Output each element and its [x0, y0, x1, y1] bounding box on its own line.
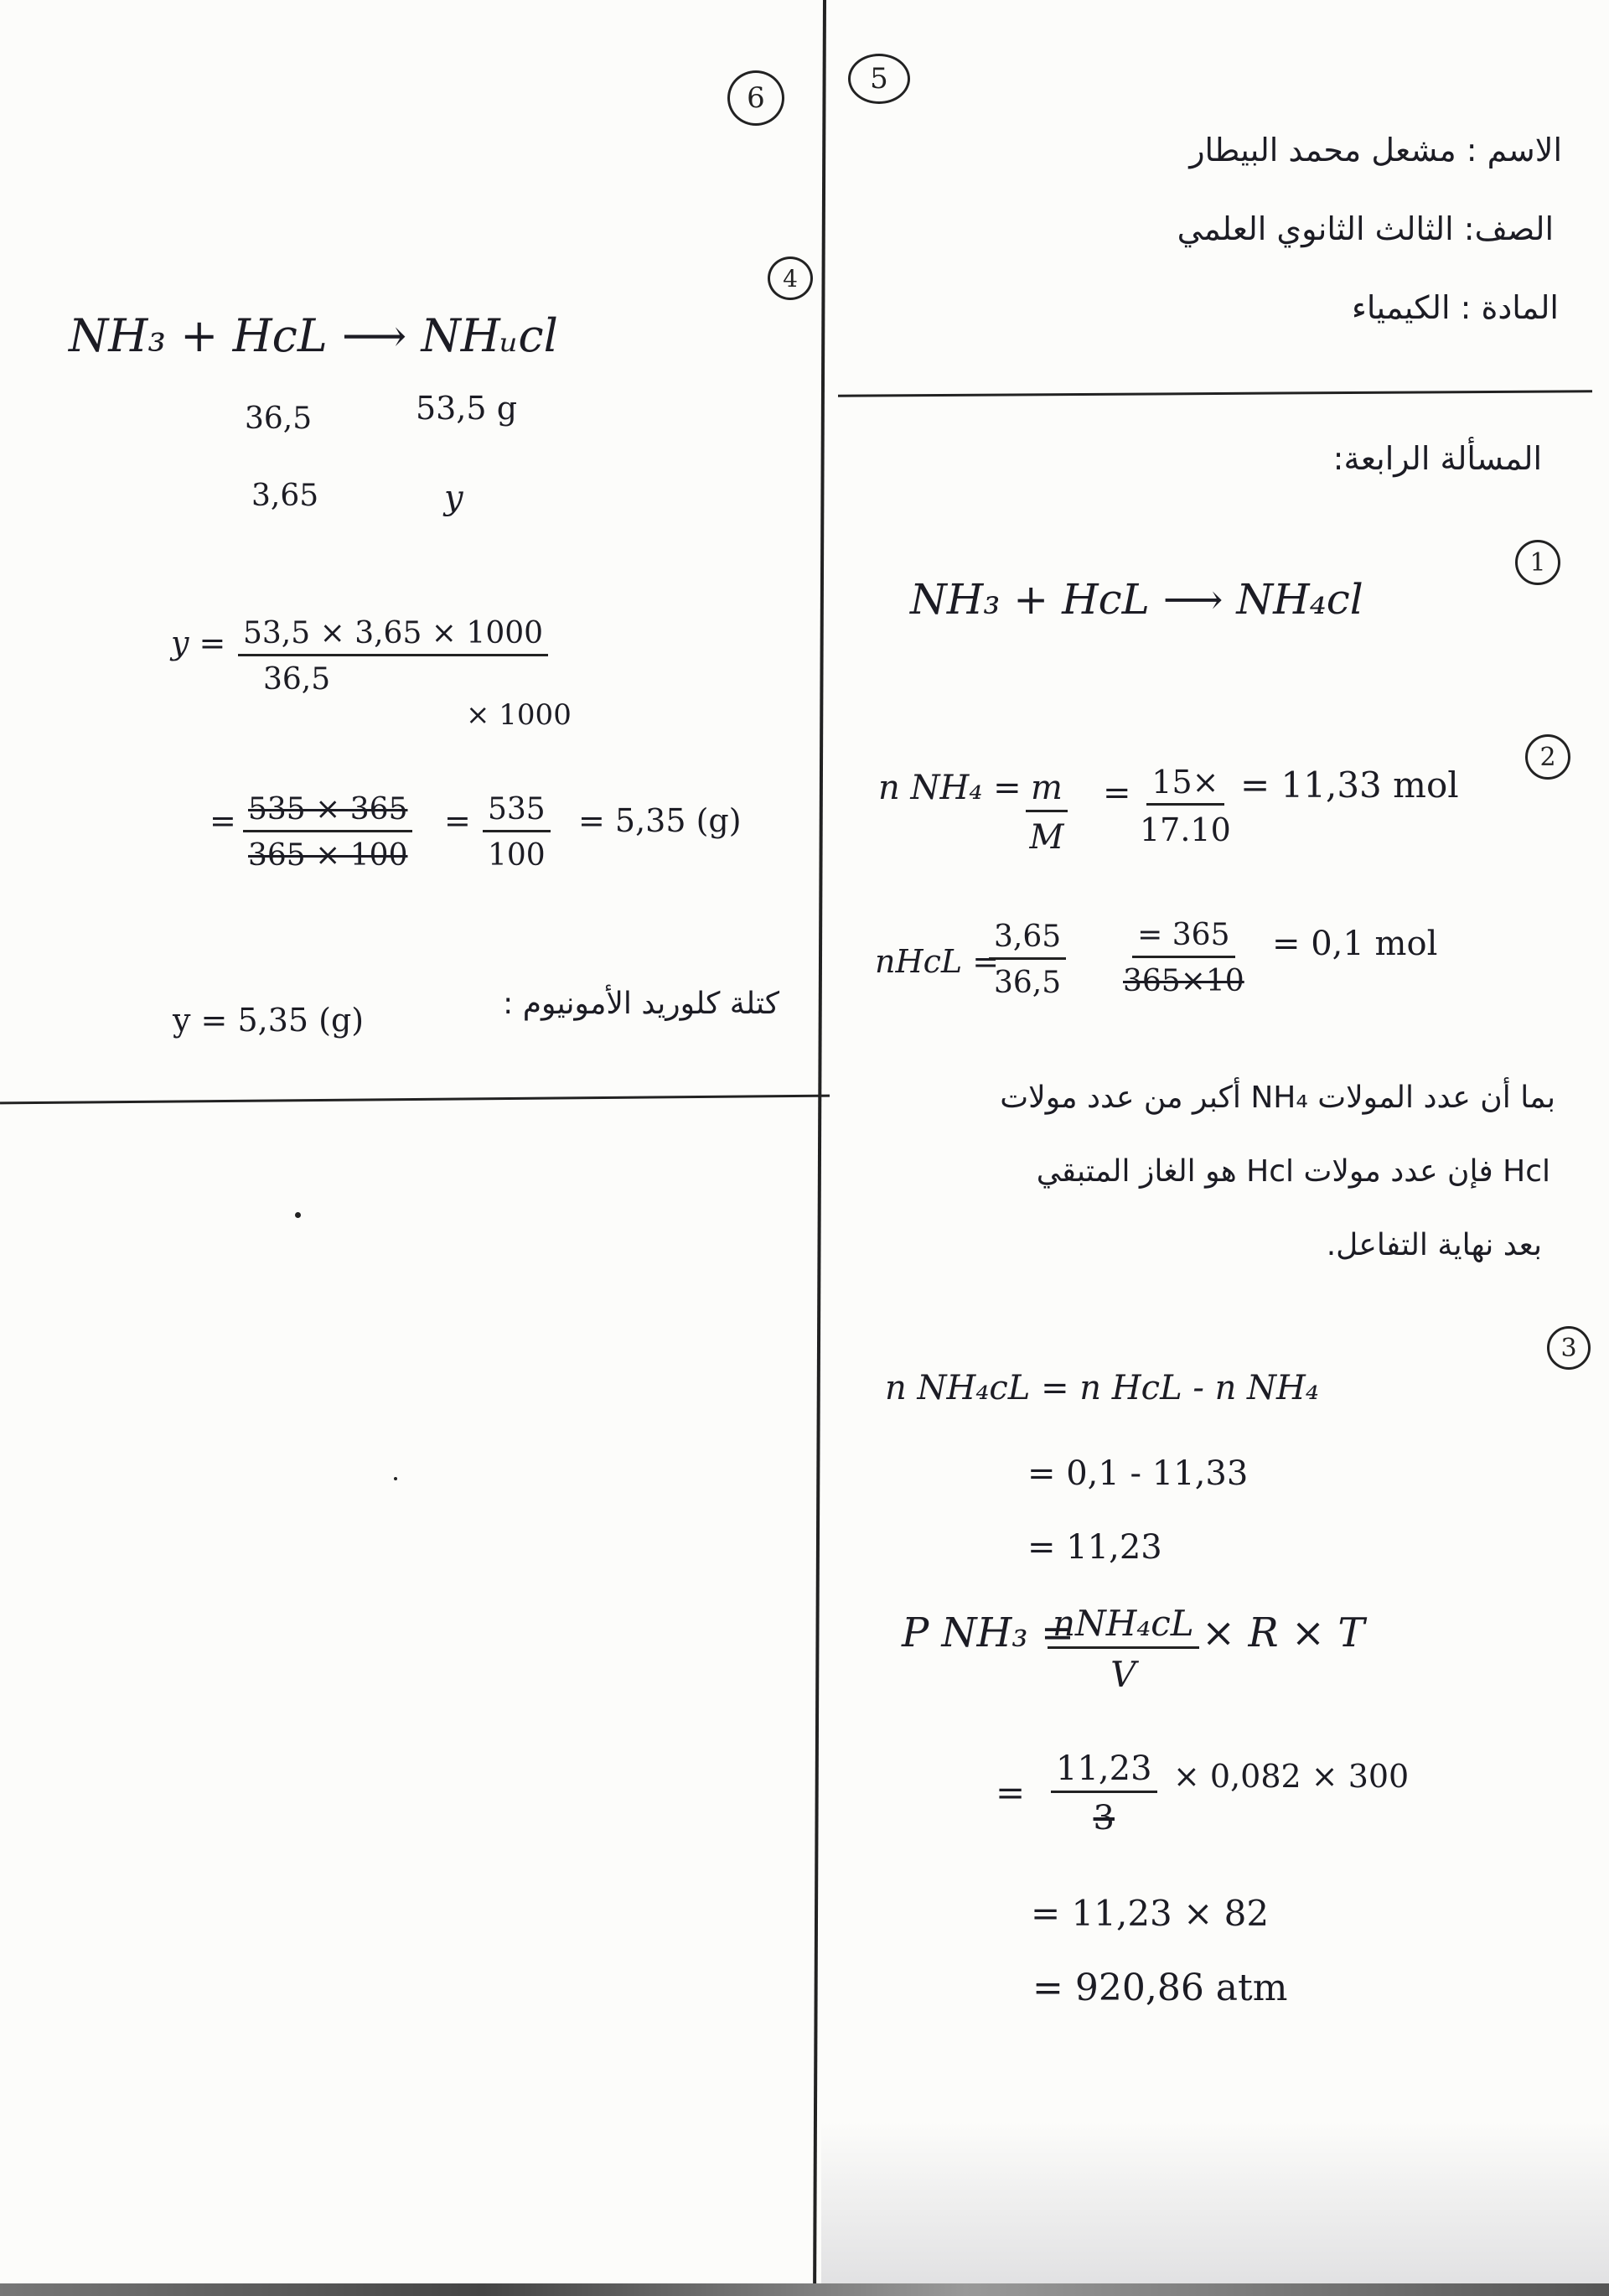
- q3-substitution-equals: =: [996, 1772, 1026, 1813]
- q4-marker: 4: [768, 257, 813, 300]
- page-number-left: 6: [727, 70, 784, 126]
- frac-denominator: V: [1110, 1654, 1136, 1695]
- q2-marker: 2: [1525, 734, 1570, 780]
- q2-n-nh4-lhs: n NH₄ =: [878, 769, 1022, 807]
- q2-fraction-hcl: [989, 922, 1066, 998]
- reason-line-2: Hcl فإن عدد مولات Hcl هو الغاز المتبقي: [1036, 1154, 1550, 1189]
- q3-pressure-fraction: [1048, 1603, 1199, 1695]
- frac-numerator: nNH₄cL: [1048, 1606, 1199, 1649]
- header-divider: [838, 390, 1592, 396]
- simplify-fraction-2: [483, 792, 551, 873]
- q3-moles-result: = 11,23: [1027, 1528, 1162, 1567]
- student-class: الصف: الثالث الثانوي العلمي: [1177, 210, 1554, 247]
- q1-equation: NH₃ + HcL ⟶ NH₄cl: [910, 575, 1363, 624]
- ink-speck: [394, 1477, 397, 1480]
- q3-substitution-fraction: [1051, 1749, 1157, 1837]
- frac-numerator: 535 × 365: [243, 795, 412, 832]
- y-denominator-extra: × 1000: [466, 698, 572, 732]
- left-row2-mass-hcl: 3,65: [251, 479, 319, 513]
- left-equation: NH₃ + HcL ⟶ NHᵤcl: [69, 309, 558, 362]
- q3-pressure-rt: × R × T: [1202, 1609, 1365, 1656]
- frac-denominator: 3: [1093, 1799, 1115, 1837]
- scan-edge: [0, 2283, 1609, 2296]
- q3-pressure-lhs: P NH₃ =: [902, 1609, 1075, 1656]
- y-lhs: y =: [171, 625, 226, 661]
- q3-marker: 3: [1547, 1326, 1591, 1370]
- frac-numerator: 535: [483, 795, 551, 832]
- center-divider: [813, 0, 826, 2296]
- q2-fraction-hcl-simplified: [1123, 920, 1244, 997]
- q3-final-pressure: = 920,86 atm: [1032, 1967, 1288, 2009]
- problem-title: المسألة الرابعة:: [1332, 440, 1542, 477]
- reason-line-1: بما أن عدد المولات NH₄ أكبر من عدد مولات: [1000, 1081, 1555, 1115]
- page-number-right: 5: [848, 54, 910, 104]
- q2-hcl-result: = 0,1 mol: [1272, 925, 1438, 963]
- q2-nh4-result: = 11,33 mol: [1240, 764, 1459, 806]
- frac-numerator: 11,23: [1051, 1752, 1157, 1793]
- simplify-result: = 5,35 (g): [578, 802, 742, 839]
- subject: المادة : الكيمياء: [1352, 289, 1559, 326]
- frac-denominator: 365×10: [1123, 964, 1244, 998]
- final-mass-label: كتلة كلوريد الأمونيوم :: [503, 987, 779, 1021]
- left-bottom-divider: [0, 1095, 830, 1105]
- q2-equals: =: [1103, 774, 1131, 812]
- q1-marker: 1: [1515, 540, 1560, 585]
- frac-denominator: 36,5: [994, 966, 1062, 1000]
- shadow-area: [821, 2121, 1609, 2296]
- y-fraction: [238, 616, 548, 697]
- q3-moles-line: n NH₄cL = n HcL - n NH₄: [885, 1369, 1319, 1407]
- q3-substitution-rest: × 0,082 × 300: [1173, 1758, 1410, 1795]
- frac-numerator: m: [1026, 771, 1068, 812]
- simplify-equals: =: [210, 802, 236, 839]
- frac-denominator: 36,5: [263, 662, 331, 697]
- frac-numerator: 53,5 × 3,65 × 1000: [238, 619, 548, 656]
- frac-denominator: 17.10: [1140, 811, 1231, 848]
- left-row2-unknown: y: [444, 479, 463, 517]
- ink-speck: [295, 1212, 301, 1218]
- q2-fraction-mass: [1140, 766, 1231, 846]
- q2-n-hcl-lhs: nHcL =: [875, 943, 1000, 980]
- left-row1-mass-product: 53,5 g: [416, 390, 518, 427]
- frac-denominator: 365 × 100: [248, 838, 408, 873]
- frac-numerator: 3,65: [989, 922, 1066, 960]
- q2-fraction-m-over-M: [1026, 769, 1068, 857]
- frac-denominator: M: [1029, 818, 1064, 857]
- reason-line-3: بعد نهاية التفاعل.: [1326, 1228, 1542, 1262]
- frac-numerator: 15×: [1146, 766, 1224, 806]
- frac-denominator: 100: [488, 838, 546, 873]
- q3-subtraction: = 0,1 - 11,33: [1027, 1454, 1249, 1493]
- left-row1-mass-hcl: 36,5: [245, 402, 313, 436]
- simplify-fraction-1: [243, 792, 412, 873]
- q3-product: = 11,23 × 82: [1031, 1893, 1270, 1934]
- frac-numerator: = 365: [1132, 920, 1234, 958]
- student-name: الاسم : مشعل محمد البيطار: [1189, 132, 1562, 168]
- final-mass-value: y = 5,35 (g): [173, 1002, 365, 1039]
- simplify-equals-2: =: [444, 802, 471, 839]
